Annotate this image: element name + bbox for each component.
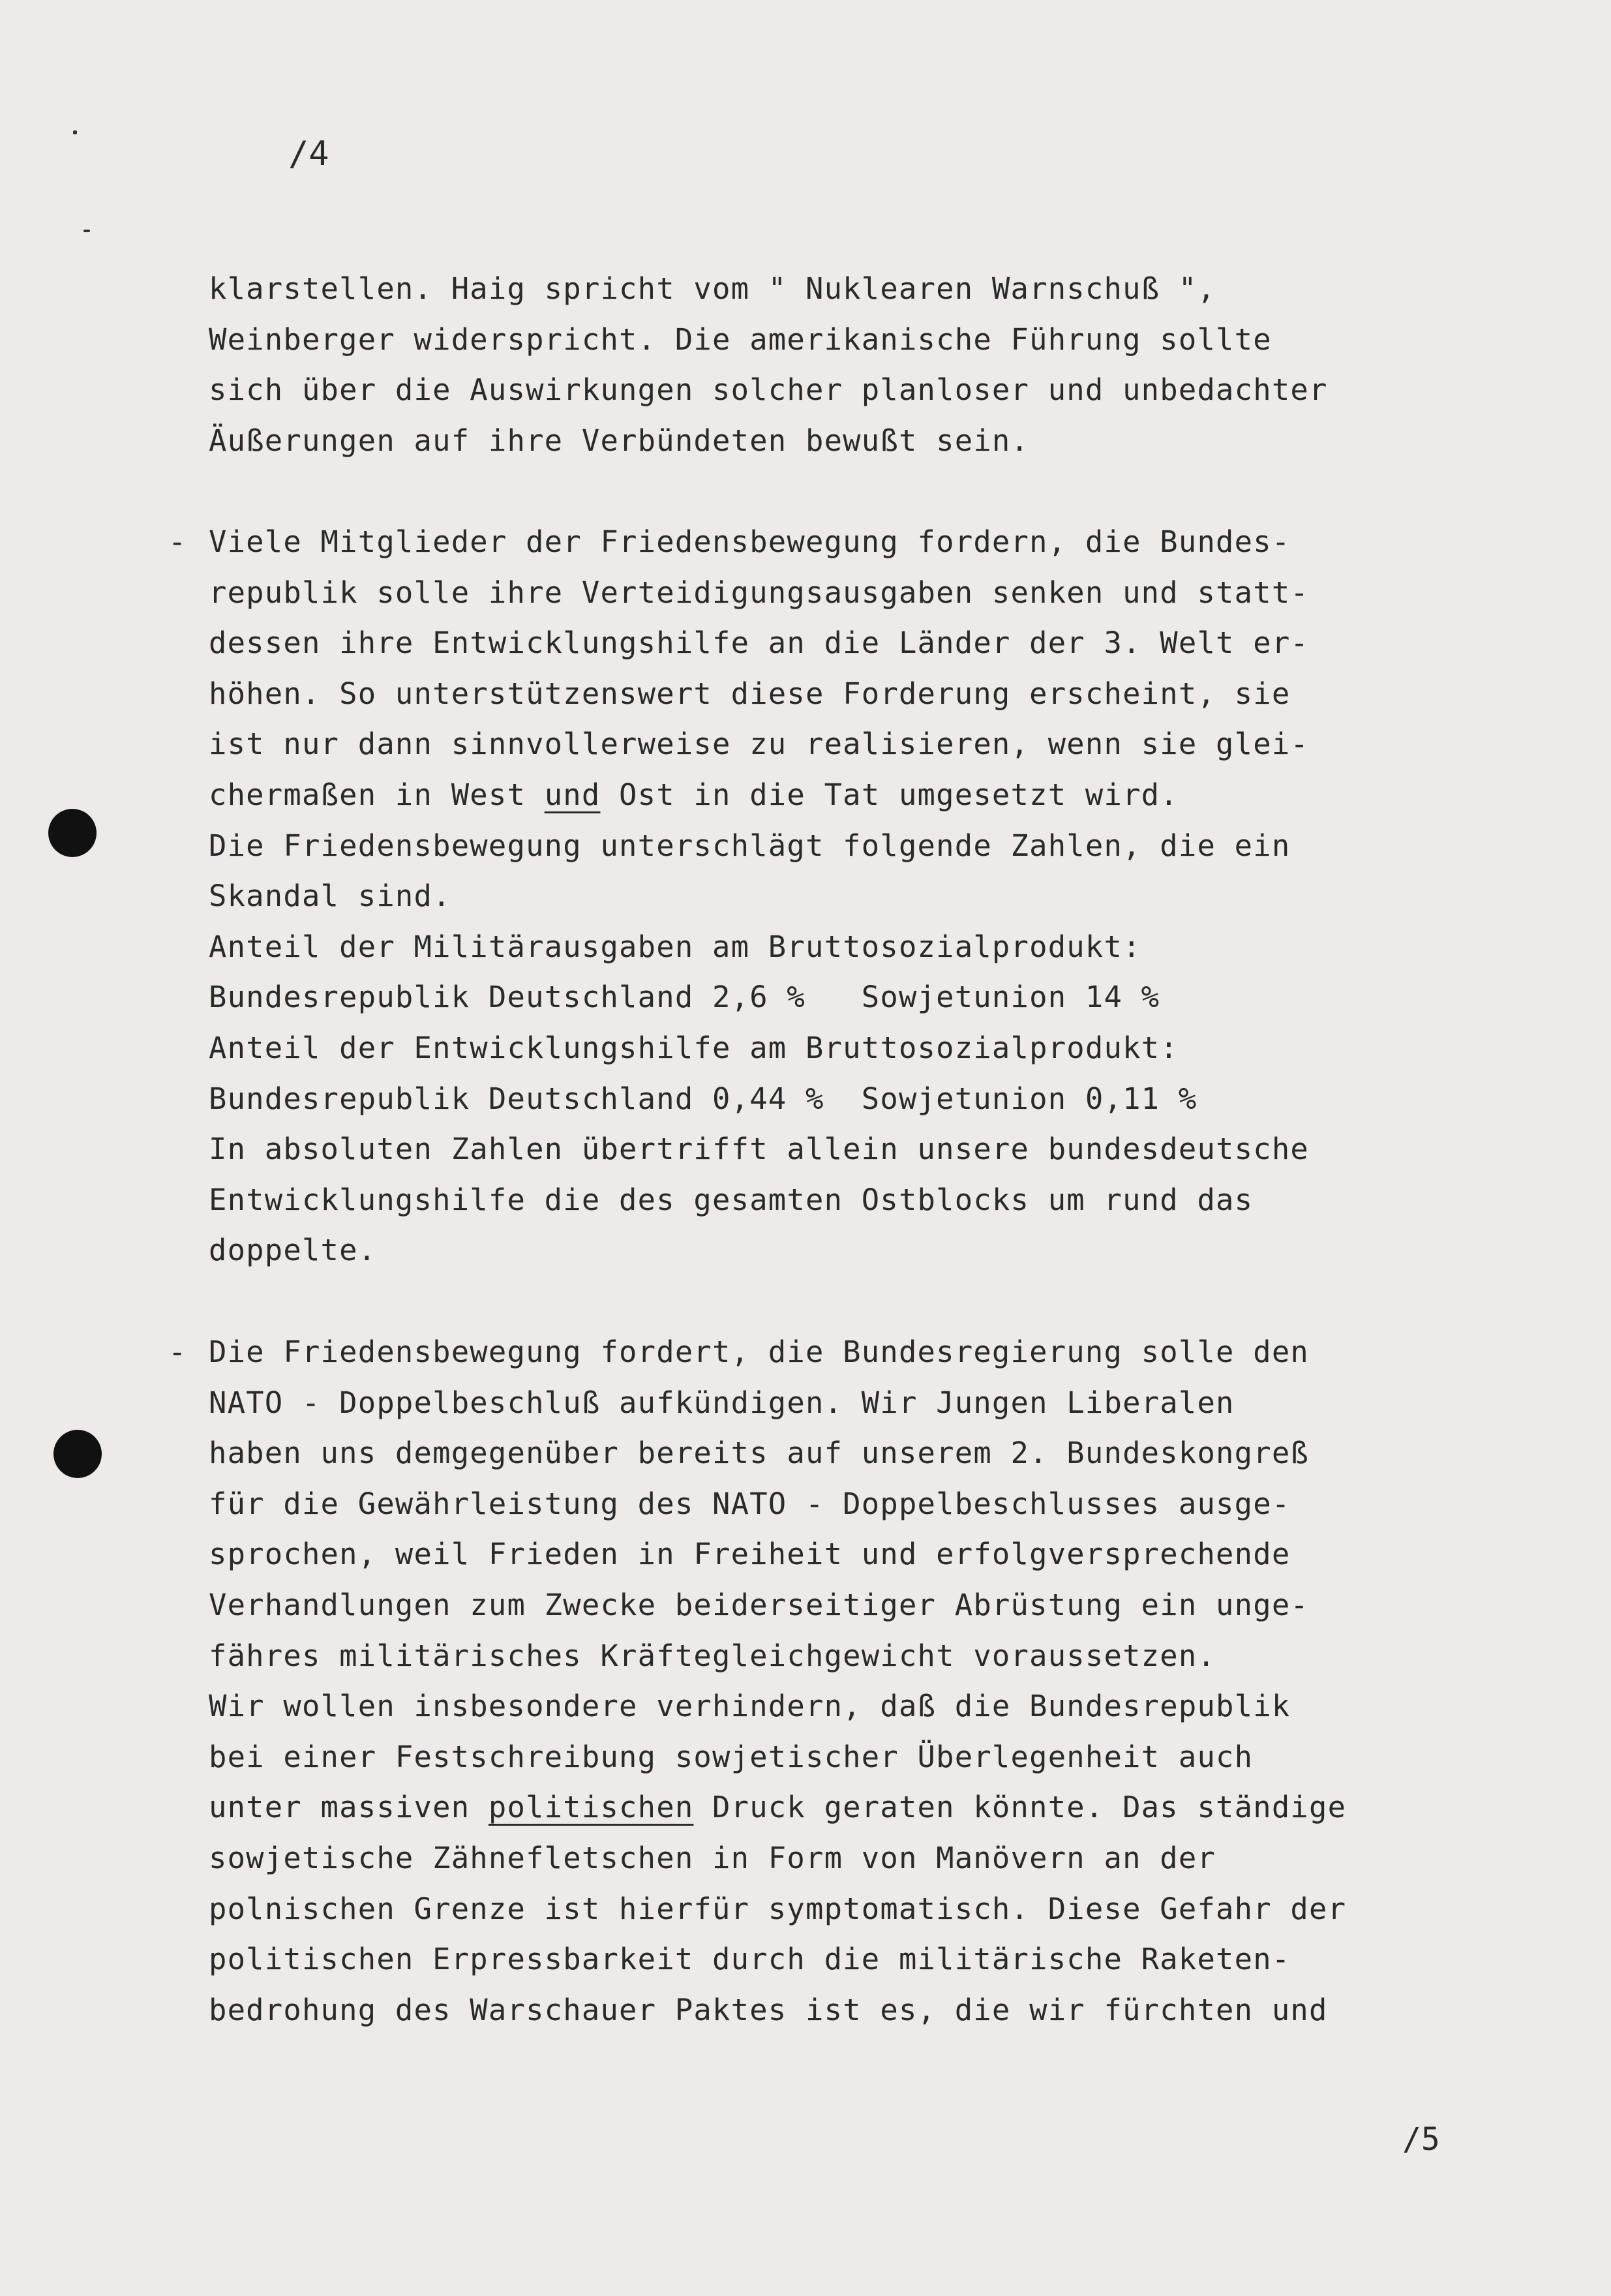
paragraph-nato-decision: [168, 1327, 1513, 2035]
underlined-word: politischen: [488, 1790, 694, 1825]
text-line: Wir wollen insbesondere verhindern, daß die Bundesrepublik: [209, 1689, 1291, 1724]
text-line: bedrohung des Warschauer Paktes ist es, die wir fürchten und: [209, 1992, 1328, 2027]
text-line: sowjetische Zähnefletschen in Form von Manövern an der: [209, 1840, 1216, 1875]
text-line: Anteil der Entwicklungshilfe am Bruttosozialprodukt:: [209, 1030, 1179, 1065]
text-line: bei einer Festschreibung sowjetischer Überlegenheit auch: [209, 1739, 1254, 1774]
text-line: klarstellen. Haig spricht vom " Nuklearen Warnschuß ",: [209, 271, 1216, 306]
text-line: sich über die Auswirkungen solcher planloser und unbedachter: [209, 372, 1328, 408]
text-line: NATO - Doppelbeschluß aufkündigen. Wir Jungen Liberalen: [209, 1385, 1235, 1420]
bullet-dash: -: [168, 524, 187, 559]
text-line: Entwicklungshilfe die des gesamten Ostblocks um rund das: [209, 1182, 1254, 1217]
text-line: für die Gewährleistung des NATO - Doppelbeschlusses ausge-: [209, 1486, 1291, 1521]
text-line: politischen Erpressbarkeit durch die militärische Raketen-: [209, 1942, 1291, 1977]
underlined-word: und: [544, 777, 601, 812]
text-line: Die Friedensbewegung fordert, die Bundesregierung solle den: [209, 1335, 1310, 1369]
text-line: [209, 1782, 1513, 1833]
text-line: Verhandlungen zum Zwecke beiderseitiger Abrüstung ein unge-: [209, 1587, 1310, 1622]
page-number-top: /4: [288, 134, 329, 174]
text-line: polnischen Grenze ist hierfür symptomatisch. Diese Gefahr der: [209, 1891, 1347, 1926]
paragraph-development-aid: [168, 517, 1513, 1276]
text-run: chermaßen in West: [209, 777, 545, 812]
text-line: Anteil der Militärausgaben am Bruttosozialprodukt:: [209, 929, 1141, 964]
text-line: haben uns demgegenüber bereits auf unserem 2. Bundeskongreß: [209, 1436, 1310, 1471]
text-run: Ost in die Tat umgesetzt wird.: [600, 777, 1179, 812]
text-line: Skandal sind.: [209, 879, 451, 914]
paragraph-continuation: [209, 264, 1513, 466]
text-line: doppelte.: [209, 1233, 377, 1268]
text-line: sprochen, weil Frieden in Freiheit und erfolgversprechende: [209, 1537, 1291, 1572]
bullet-dash: -: [168, 1335, 187, 1369]
text-line: Die Friedensbewegung unterschlägt folgende Zahlen, die ein: [209, 828, 1291, 863]
text-run: Druck geraten könnte. Das ständige: [693, 1790, 1347, 1825]
text-line: dessen ihre Entwicklungshilfe an die Länder der 3. Welt er-: [209, 626, 1310, 661]
text-line: fähres militärisches Kräftegleichgewicht voraussetzen.: [209, 1638, 1216, 1673]
text-line: republik solle ihre Verteidigungsausgaben senken und statt-: [209, 575, 1310, 610]
statistic-line: Bundesrepublik Deutschland 2,6 % Sowjetunion 14 %: [209, 980, 1160, 1015]
paper-speck: [73, 130, 77, 134]
punch-hole: [53, 1430, 102, 1478]
text-line: Äußerungen auf ihre Verbündeten bewußt sein.: [209, 423, 1030, 458]
text-line: Weinberger widerspricht. Die amerikanische Führung sollte: [209, 322, 1272, 357]
paper-speck: [83, 230, 90, 232]
text-line: Viele Mitglieder der Friedensbewegung fordern, die Bundes-: [209, 524, 1291, 559]
text-line: [209, 770, 1513, 821]
page-number-bottom: /5: [1402, 2121, 1440, 2158]
text-line: ist nur dann sinnvollerweise zu realisieren, wenn sie glei-: [209, 727, 1310, 762]
text-line: In absoluten Zahlen übertrifft allein unsere bundesdeutsche: [209, 1132, 1310, 1167]
text-line: höhen. So unterstützenswert diese Forderung erscheint, sie: [209, 676, 1291, 711]
punch-hole: [48, 809, 97, 857]
statistic-line: Bundesrepublik Deutschland 0,44 % Sowjetunion 0,11 %: [209, 1081, 1197, 1116]
text-run: unter massiven: [209, 1790, 489, 1825]
